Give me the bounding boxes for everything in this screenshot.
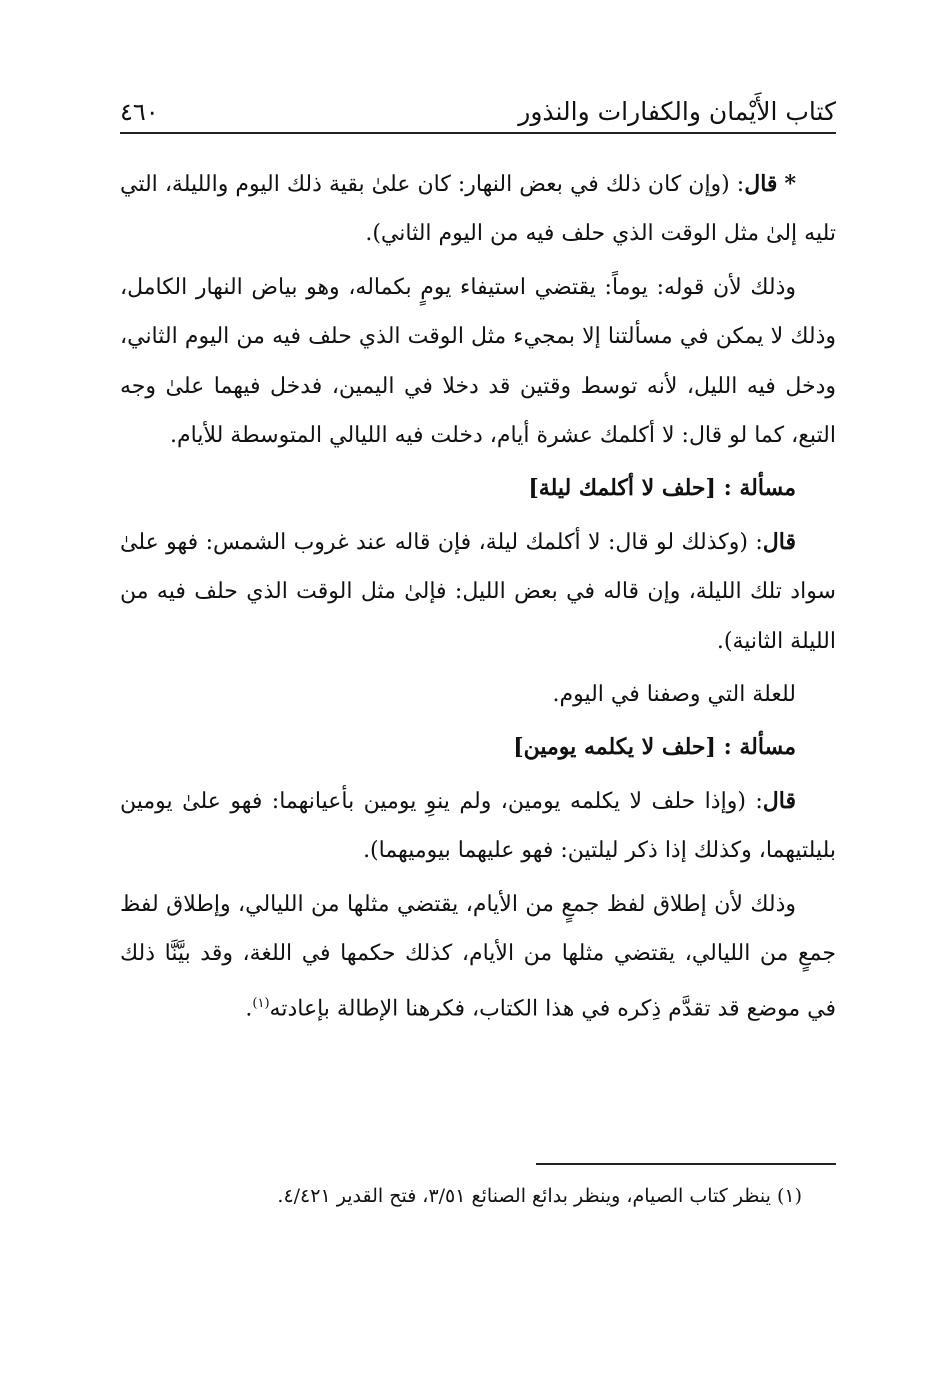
page-body bbox=[120, 160, 836, 1037]
paragraph-text: : (وإن كان ذلك في بعض النهار: كان علىٰ بقية ذلك اليوم والليلة، التي تليه إلىٰ مثل الوقت الذي حلف فيه من اليوم الثاني). bbox=[120, 172, 836, 247]
paragraph-1 bbox=[120, 160, 836, 259]
paragraph-end: . bbox=[245, 995, 253, 1021]
section-heading-1: مسألة : [حلف لا أكلمك ليلة] bbox=[528, 475, 796, 502]
paragraph-text: وذلك لأن قوله: يوماً: يقتضي استيفاء يومٍ بكماله، وهو بياض النهار الكامل، وذلك لا يمكن في مسألتنا إلا بمجيء مثل الوقت الذي حلف فيه من اليوم الثاني، ودخل فيه الليل، لأنه توسط وقتين قد دخلا في اليمين، فدخل فيهما علىٰ وجه التبع، كما لو قال: لا أكلمك عشرة أيام، دخلت فيه الليالي المتوسطة للأيام. bbox=[120, 274, 836, 449]
footnote-reference: (١) bbox=[252, 995, 270, 1011]
paragraph-6 bbox=[120, 880, 836, 1034]
paragraph-text: وذلك لأن إطلاق لفظ جمعٍ من الأيام، يقتضي مثلها من الليالي، وإطلاق لفظ جمعٍ من الليالي، يقتضي مثلها من الأيام، كذلك حكمها في اللغة، وقد بيَّنَّا ذلك في موضع قد تقدَّم ذِكره في هذا الكتاب، فكرهنا الإطالة بإعادته bbox=[120, 891, 836, 1021]
asterisk-marker: * bbox=[784, 171, 796, 197]
section-heading-2: مسألة : [حلف لا يكلمه يومين] bbox=[513, 734, 796, 761]
paragraph-4 bbox=[120, 670, 836, 719]
footnote: (١) ينظر كتاب الصيام، وينظر بدائع الصنائع ٣/٥١، فتح القدير ٤/٤٢١. bbox=[277, 1185, 802, 1207]
lead-word: قال bbox=[762, 528, 796, 555]
running-header bbox=[120, 86, 836, 130]
lead-word: قال bbox=[762, 787, 796, 814]
header-title: كتاب الأَيْمان والكفارات والنذور bbox=[518, 97, 836, 126]
paragraph-text: للعلة التي وصفنا في اليوم. bbox=[552, 682, 796, 708]
paragraph-3 bbox=[120, 518, 836, 666]
paragraph-5 bbox=[120, 777, 836, 876]
footnote-divider bbox=[536, 1163, 836, 1165]
page-number: ٤٦٠ bbox=[120, 98, 159, 126]
paragraph-2 bbox=[120, 263, 836, 461]
lead-word: قال bbox=[744, 171, 778, 197]
paragraph-text: : (وكذلك لو قال: لا أكلمك ليلة، فإن قاله عند غروب الشمس: فهو علىٰ سواد تلك الليلة، وإن قاله في بعض الليل: فإلىٰ مثل الوقت الذي حلف فيه من الليلة الثانية). bbox=[120, 529, 836, 654]
header-divider bbox=[120, 132, 836, 134]
paragraph-text: : (وإذا حلف لا يكلمه يومين، ولم ينوِ يومين بأعيانهما: فهو علىٰ يومين بليلتيهما، وكذلك إذا ذكر ليلتين: فهو عليهما بيوميهما). bbox=[120, 788, 836, 864]
